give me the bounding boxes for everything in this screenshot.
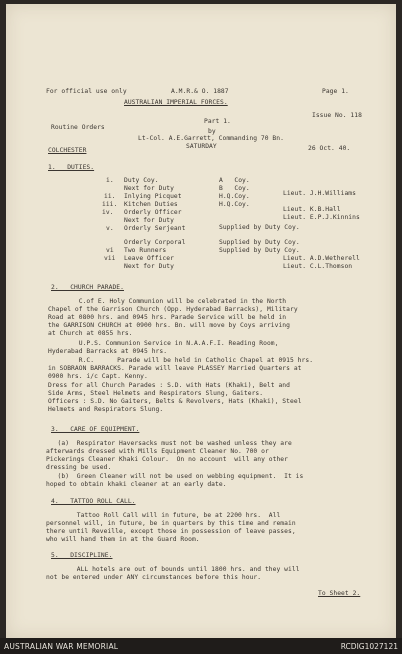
- duty-role: Next for Duty: [124, 217, 174, 224]
- text-line: C.of E. Holy Communion will be celebrated in the North: [48, 298, 287, 305]
- duty-role: Inlying Picquet: [124, 193, 182, 200]
- text-line: (a) Respirator Haversacks must not be washed unless they are: [46, 440, 292, 447]
- duty-num: i.: [106, 177, 114, 184]
- text-line: ALL hotels are out of bounds until 1800 hrs. and they will: [46, 566, 300, 573]
- duty-role: Next for Duty: [124, 185, 174, 192]
- commander-line: Lt-Col. A.E.Garrett, Commanding 70 Bn.: [138, 135, 284, 142]
- text-line: there until Reveille, except those in possession of leave passes,: [46, 528, 296, 535]
- routine-orders-label: Routine Orders: [51, 124, 105, 131]
- duty-unit: Supplied by Duty Coy.: [219, 224, 300, 231]
- day: SATURDAY: [186, 143, 217, 150]
- duty-unit: H.Q.Coy.: [219, 193, 250, 200]
- duty-role: Orderly Serjeant: [124, 225, 186, 232]
- text-line: personnel will, in future, be in quarters by this time and remain: [46, 520, 296, 527]
- archive-name: AUSTRALIAN WAR MEMORIAL: [4, 642, 119, 651]
- duty-officer-name: Lieut. A.D.Wetherell: [283, 255, 360, 262]
- section-heading-tattoo-roll-call: 4. TATTOO ROLL CALL.: [51, 498, 136, 505]
- text-line: in SOBRAON BARRACKS. Parade will leave PLASSEY Married Quarters at: [48, 365, 302, 372]
- official-use-label: For official use only: [46, 88, 127, 95]
- duty-num: ii.: [104, 193, 116, 200]
- archive-footer: [0, 638, 402, 654]
- text-line: (b) Green Cleaner will not be used on webbing equipment. It is: [46, 473, 304, 480]
- duty-unit: Supplied by Duty Coy.: [219, 247, 300, 254]
- duty-role: Next for Duty: [124, 263, 174, 270]
- section-heading-church-parade: 2. CHURCH PARADE.: [51, 284, 124, 291]
- text-line: afterwards dressed with Mills Equipment Cleaner No. 700 or: [46, 448, 269, 455]
- section-heading-care-of-equipment: 3. CARE OF EQUIPMENT.: [51, 426, 140, 433]
- by-label: by: [208, 128, 216, 135]
- text-line: the GARRISON CHURCH at 0900 hrs. Bn. will move by Coys arriving: [48, 322, 290, 329]
- duty-officer-name: Lieut. K.B.Hall: [283, 206, 341, 213]
- text-line: Pickerings Cleaner Khaki Colour. On no account will any other: [46, 456, 288, 463]
- duty-num: v.: [106, 225, 114, 232]
- duty-officer-name: Lieut. E.P.J.Kinnins: [283, 214, 360, 221]
- text-line: hoped to obtain khaki cleaner at an early date.: [46, 481, 227, 488]
- duty-unit: B Coy.: [219, 185, 250, 192]
- force-title: AUSTRALIAN IMPERIAL FORCES.: [124, 99, 228, 106]
- amraq-reference: A.M.R.& O. 1887: [171, 88, 229, 95]
- order-date: 26 Oct. 40.: [308, 145, 351, 152]
- text-line: not be entered under ANY circumstances before this hour.: [46, 574, 262, 581]
- duty-unit: A Coy.: [219, 177, 250, 184]
- duty-role: Two Runners: [124, 247, 167, 254]
- duty-unit: H.Q.Coy.: [219, 201, 250, 208]
- duty-unit: Supplied by Duty Coy.: [219, 239, 300, 246]
- text-line: Officers : S.D. No Gaiters, Belts & Revolvers, Hats (Khaki), Steel: [48, 398, 302, 405]
- text-line: who will hand them in at the Guard Room.: [46, 536, 200, 543]
- archive-reference: RCDIG1027121: [340, 642, 398, 651]
- text-line: Road at 0800 hrs. and 0945 hrs. Parade Service will be held in: [48, 314, 287, 321]
- duty-role: Orderly Corporal: [124, 239, 186, 246]
- text-line: Tattoo Roll Call will in future, be at 2200 hrs. All: [46, 512, 281, 519]
- duty-role: Leave Officer: [124, 255, 174, 262]
- text-line: U.P.S. Communion Service in N.A.A.F.I. Reading Room,: [48, 340, 279, 347]
- text-line: Dress for all Church Parades : S.D. with Hats (Khaki), Belt and: [48, 382, 290, 389]
- issue-number: Issue No. 118: [312, 112, 362, 119]
- duty-num: iv.: [102, 209, 114, 216]
- duty-role: Kitchen Duties: [124, 201, 178, 208]
- text-line: 0900 hrs. i/c Capt. Kenny.: [48, 373, 148, 380]
- text-line: Chapel of the Garrison Church (Opp. Hyderabad Barracks), Military: [48, 306, 298, 313]
- part-label: Part 1.: [204, 118, 231, 125]
- duty-officer-name: Lieut. J.H.Williams: [283, 190, 356, 197]
- location: COLCHESTER: [48, 147, 87, 154]
- page-number: Page 1.: [322, 88, 349, 95]
- text-line: Side Arms, Steel Helmets and Respirators Slung, Gaiters.: [48, 390, 264, 397]
- text-line: dressing be used.: [46, 464, 112, 471]
- duty-role: Orderly Officer: [124, 209, 182, 216]
- text-line: Hyderabad Barracks at 0945 hrs.: [48, 348, 168, 355]
- text-line: R.C. Parade will be held in Catholic Chapel at 0915 hrs.: [48, 357, 314, 364]
- text-line: Helmets and Respirators Slung.: [48, 406, 164, 413]
- section-heading-discipline: 5. DISCIPLINE.: [51, 552, 113, 559]
- duty-num: vii: [104, 255, 116, 262]
- duty-num: vi: [106, 247, 114, 254]
- document-page: [6, 4, 396, 638]
- text-line: at Church at 0855 hrs.: [48, 330, 133, 337]
- duty-role: Duty Coy.: [124, 177, 159, 184]
- duty-officer-name: Lieut. C.L.Thomson: [283, 263, 353, 270]
- duty-num: iii.: [102, 201, 118, 208]
- continuation-note: To Sheet 2.: [318, 590, 361, 597]
- section-heading-duties: 1. DUTIES.: [48, 164, 95, 171]
